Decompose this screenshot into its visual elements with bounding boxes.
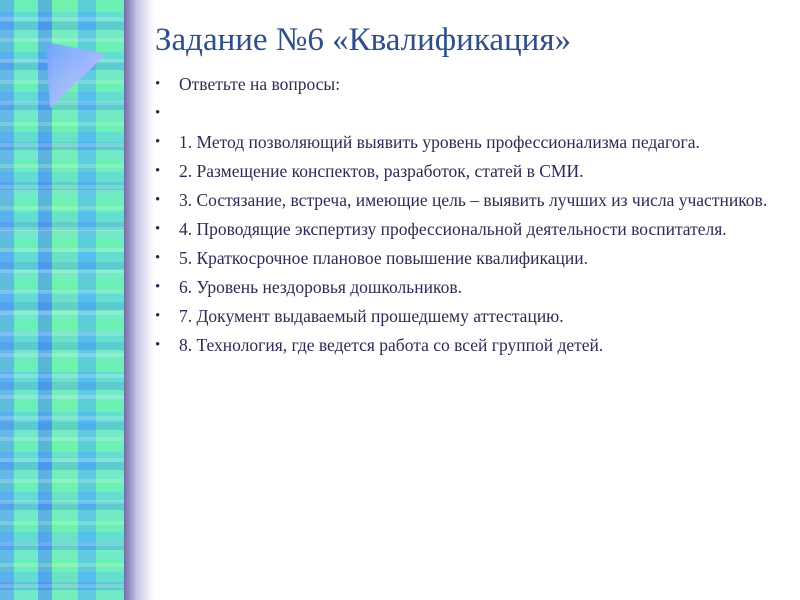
- slide-title: Задание №6 «Квалификация»: [155, 22, 572, 58]
- list-item: [150, 333, 790, 358]
- question-text: 2. Размещение конспектов, разработок, статей в СМИ.: [179, 161, 584, 181]
- question-list: [150, 72, 790, 362]
- bullet-icon: •: [155, 163, 161, 179]
- bullet-icon: •: [155, 192, 161, 208]
- intro-text: Ответьте на вопросы:: [179, 74, 341, 94]
- bullet-icon: •: [155, 221, 161, 237]
- bullet-icon: •: [155, 279, 161, 295]
- list-spacer: [150, 101, 790, 126]
- bullet-icon: •: [155, 105, 161, 121]
- list-item: [150, 246, 790, 271]
- bullet-icon: •: [155, 337, 161, 353]
- list-item: [150, 72, 790, 97]
- bullet-icon: •: [155, 76, 161, 92]
- question-text: 6. Уровень нездоровья дошкольников.: [179, 277, 462, 297]
- list-item: [150, 130, 790, 155]
- triangle-icon: [42, 40, 108, 110]
- question-text: 1. Метод позволяющий выявить уровень профессионализма педагога.: [179, 132, 700, 152]
- question-text: 5. Краткосрочное плановое повышение квалификации.: [179, 248, 588, 268]
- question-text: 7. Документ выдаваемый прошедшему аттестацию.: [179, 306, 564, 326]
- bullet-icon: •: [155, 250, 161, 266]
- list-item: [150, 159, 790, 184]
- list-item: [150, 304, 790, 329]
- bullet-icon: •: [155, 134, 161, 150]
- question-text: 4. Проводящие экспертизу профессиональной деятельности воспитателя.: [179, 219, 727, 239]
- bullet-icon: •: [155, 308, 161, 324]
- question-text: 3. Состязание, встреча, имеющие цель – выявить лучших из числа участников.: [179, 190, 768, 210]
- list-item: [150, 217, 790, 242]
- list-item: [150, 188, 790, 213]
- list-item: [150, 275, 790, 300]
- question-text: 8. Технология, где ведется работа со всей группой детей.: [179, 335, 604, 355]
